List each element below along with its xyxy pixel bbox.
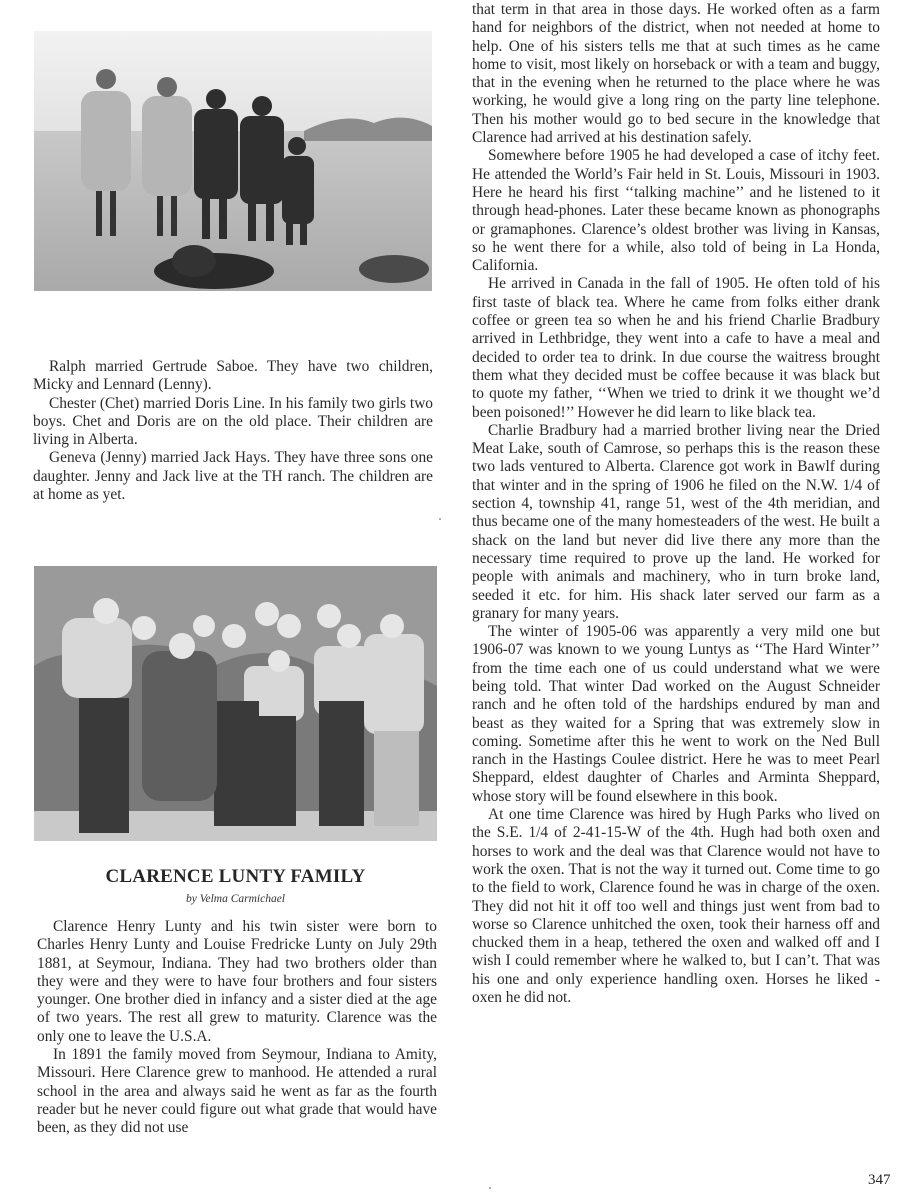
paragraph-geneva: Geneva (Jenny) married Jack Hays. They have three sons one daughter. Jenny and Jack live at the TH ranch. The children are at home as yet. bbox=[33, 449, 433, 504]
paragraph-birth: Clarence Henry Lunty and his twin sister were born to Charles Henry Lunty and Louise Fredricke Lunty on July 29th 1881, at Seymour, Indiana. They had two brothers older than they were and they were to have four brothers and four sisters younger. One brother died in infancy and a sister died at the age of two years. The rest all grew to maturity. Clarence was the only one to leave the U.S.A. bbox=[37, 918, 437, 1045]
left-top-text bbox=[33, 358, 433, 504]
paragraph-oxen: At one time Clarence was hired by Hugh Parks who lived on the S.E. 1/4 of 2-41-15-W of the 4th. Hugh had both oxen and horses to work and the deal was that Clarence would not have to work the oxen. That is not the way it turned out. Come time to go to the field to work, Clarence found he was in charge of the oxen. They did not hit it off too well and things just went from bad to worse so Clarence unhitched the oxen, took their harness off and chucked them in a heap, tethered the oxen and walked off and I wish I could remember where he walked to, but I can’t. That was his one and only experience handling oxen. Horses he liked - oxen he did not. bbox=[472, 806, 880, 1007]
photo-lunty-family-group-image bbox=[34, 566, 437, 841]
left-bottom-text bbox=[37, 918, 437, 1138]
page-number: 347 bbox=[868, 1172, 891, 1188]
paragraph-worlds-fair: Somewhere before 1905 he had developed a case of itchy feet. He attended the World’s Fair held in St. Louis, Missouri in 1903. Here he heard his first ‘‘talking machine’’ and he listened to it through head-phones. Later these became known as phonographs or gramaphones. Clarence’s oldest brother was living in Kansas, so he went there for a while, also told of being in La Honda, California. bbox=[472, 147, 880, 275]
photo-children-with-dogs bbox=[34, 31, 432, 291]
paragraph-hard-winter: The winter of 1905-06 was apparently a very mild one but 1906-07 was known to we young Luntys as ‘‘The Hard Winter’’ from the time each one of us could understand what we were being told. That winter Dad worked on the August Schneider ranch and he often told of the hardships endured by man and beast as they waited for a Spring that was extremely slow in coming. Sometime after this he went to work on the Ned Bull ranch in the Hastings Coulee district. Here he was to meet Pearl Sheppard, eldest daughter of Charles and Arminta Sheppard, whose story will be found elsewhere in this book. bbox=[472, 623, 880, 805]
print-speck bbox=[439, 518, 441, 520]
paragraph-continuation: that term in that area in those days. He worked often as a farm hand for neighbors of the district, when not needed at home to help. One of his sisters tells me that at such times as he came home to visit, most likely on horseback or with a team and buggy, that in the evening when he returned to the place where he was working, he would give a long ring on the party line telephone. Then his mother would go to bed secure in the knowledge that Clarence had arrived at his destination safely. bbox=[472, 1, 880, 147]
section-title: CLARENCE LUNTY FAMILY bbox=[105, 866, 366, 887]
photo-lunty-family-group bbox=[34, 566, 437, 841]
paragraph-chester: Chester (Chet) married Doris Line. In his family two girls two boys. Chet and Doris are on the old place. Their children are living in Alberta. bbox=[33, 394, 433, 449]
print-speck bbox=[489, 1187, 491, 1189]
paragraph-homestead: Charlie Bradbury had a married brother living near the Dried Meat Lake, south of Camrose, so perhaps this is the reason these two lads ventured to Alberta. Clarence got work in Bawlf during that winter and in the spring of 1906 he filed on the N.W. 1/4 of section 4, township 41, range 51, west of the 4th meridian, and thus became one of the many homesteaders of the west. He built a shack on the land but never did live there any more than the necessary time required to prove up the land. He worked for people with animals and machinery, who in turn broke land, seeded it etc. for him. His shack later served our farm as a granary for many years. bbox=[472, 421, 880, 622]
paragraph-black-tea: He arrived in Canada in the fall of 1905. He often told of his first taste of black tea. Where he came from folks either drank coffee or green tea so when he and his friend Charlie Bradbury arrived in Lethbridge, they went into a cafe to have a meal and decided to order tea to drink. In due course the waitress brought them what they decided must be coffee because it was black but to quote my father, ‘‘When we tried to drink it we thought we’d been poisoned!’’ However he did learn to like black tea. bbox=[472, 275, 880, 421]
right-column-text bbox=[472, 1, 880, 1007]
author-byline: by Velma Carmichael bbox=[185, 893, 285, 905]
paragraph-ralph: Ralph married Gertrude Saboe. They have two children, Micky and Lennard (Lenny). bbox=[33, 358, 433, 394]
paragraph-amity: In 1891 the family moved from Seymour, Indiana to Amity, Missouri. Here Clarence grew to manhood. He attended a rural school in the area and always said he went as far as the fourth reader but he never could figure out what grade that would have been, as they did not use bbox=[37, 1046, 437, 1137]
photo-children-with-dogs-image bbox=[34, 31, 432, 291]
